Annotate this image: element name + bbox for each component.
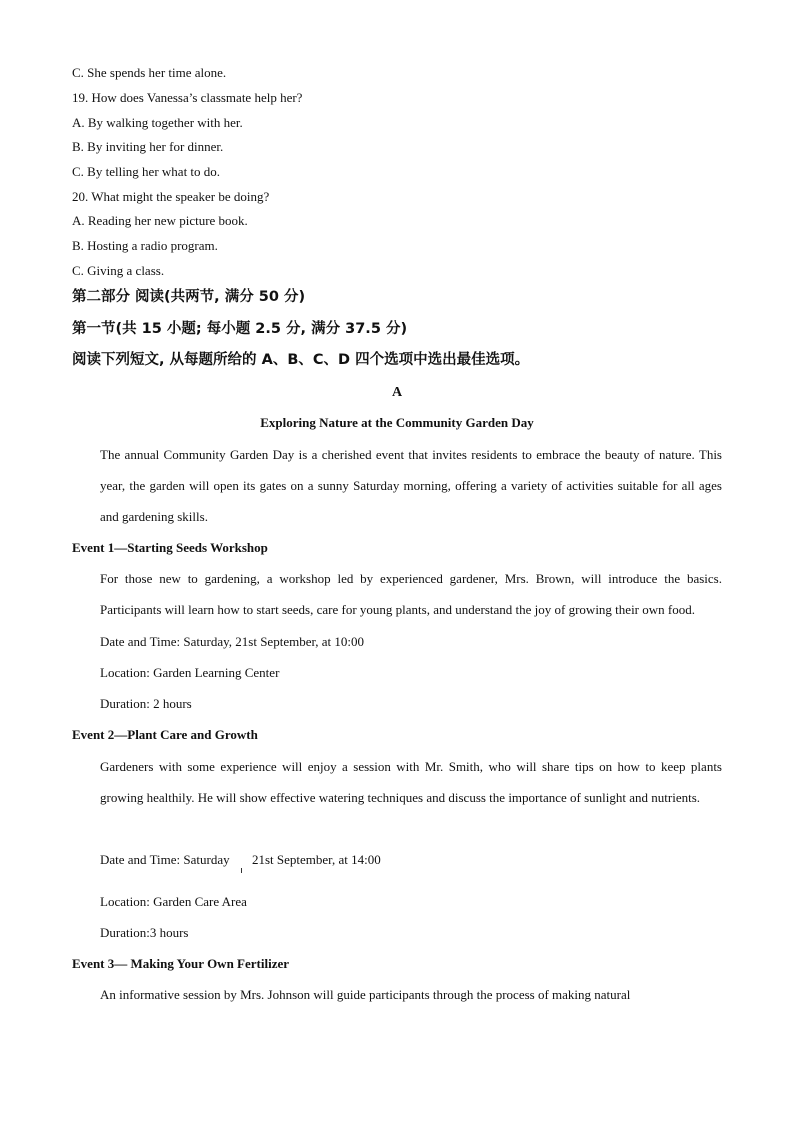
passage-letter: A — [391, 385, 403, 400]
event2-location: Location: Garden Care Area — [100, 894, 247, 909]
comma-mark — [241, 868, 242, 873]
event1-duration: Duration: 2 hours — [100, 696, 192, 711]
instruction: 阅读下列短文, 从每题所给的 A、B、C、D 四个选项中选出最佳选项。 — [72, 352, 530, 368]
q20-option-c: C. Giving a class. — [72, 263, 165, 278]
event1-location: Location: Garden Learning Center — [100, 665, 280, 680]
passage-title: Exploring Nature at the Community Garden Day — [260, 415, 534, 430]
event3-heading: Event 3— Making Your Own Fertilizer — [72, 956, 290, 971]
event2-date-part1: Date and Time: Saturday — [100, 852, 230, 867]
event1-date: Date and Time: Saturday, 21st September, at 10:00 — [100, 634, 365, 649]
event1-body: For those new to gardening, a workshop led by experienced gardener, Mrs. Brown, will introduce the basics. Participants will learn how to start seeds, care for young plants, and understand the joy of growing their own food. — [100, 571, 722, 617]
event2-date-part2: 21st September, at 14:00 — [252, 852, 381, 867]
part-heading: 第二部分 阅读(共两节, 满分 50 分) — [72, 289, 306, 305]
intro-paragraph — [72, 439, 722, 532]
q19-question: 19. How does Vanessa’s classmate help her? — [72, 90, 303, 105]
q20-question: 20. What might the speaker be doing? — [72, 189, 270, 204]
section-heading: 第一节(共 15 小题; 每小题 2.5 分, 满分 37.5 分) — [72, 321, 408, 337]
event2-paragraph — [72, 751, 722, 813]
intro-text: The annual Community Garden Day is a cherished event that invites residents to embrace the beauty of nature. This year, the garden will open its gates on a sunny Saturday morning, offering a variety of activities suitable for all ages and gardening skills. — [100, 447, 722, 524]
event2-duration: Duration:3 hours — [100, 925, 189, 940]
event2-heading: Event 2—Plant Care and Growth — [72, 727, 258, 742]
event1-paragraph — [72, 563, 722, 625]
q19-option-a: A. By walking together with her. — [72, 115, 243, 130]
q20-option-b: B. Hosting a radio program. — [72, 238, 218, 253]
q19-option-b: B. By inviting her for dinner. — [72, 139, 224, 154]
event3-body: An informative session by Mrs. Johnson will guide participants through the process of making natural — [100, 987, 631, 1002]
q18-option-c: C. She spends her time alone. — [72, 65, 227, 80]
q19-option-c: C. By telling her what to do. — [72, 164, 221, 179]
event1-heading: Event 1—Starting Seeds Workshop — [72, 540, 268, 555]
q20-option-a: A. Reading her new picture book. — [72, 213, 248, 228]
event2-body: Gardeners with some experience will enjoy a session with Mr. Smith, who will share tips on how to keep plants growing healthily. He will show effective watering techniques and discuss the importance of sunlight and nutrients. — [100, 759, 722, 805]
